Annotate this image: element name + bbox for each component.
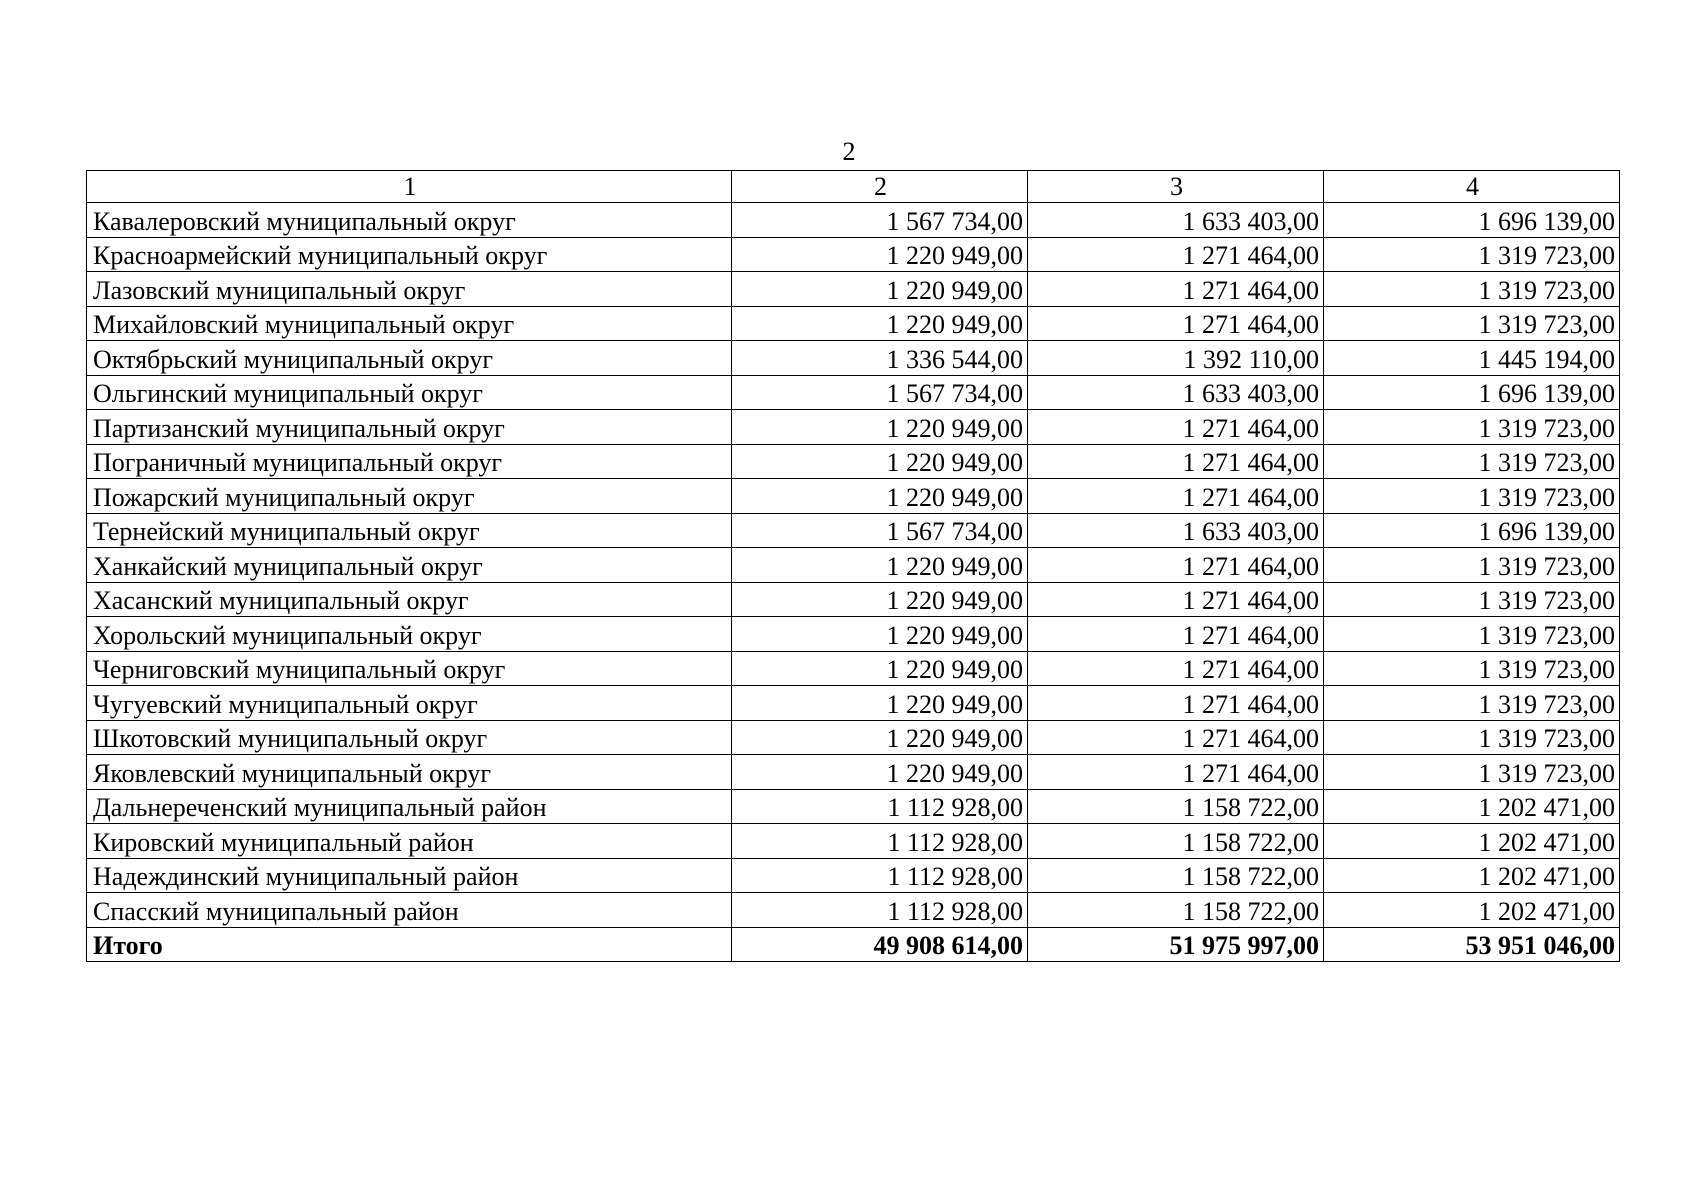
amount-cell: 1 319 723,00 — [1324, 617, 1620, 652]
amount-cell: 1 567 734,00 — [732, 513, 1028, 548]
amount-cell: 1 319 723,00 — [1324, 582, 1620, 617]
amount-cell: 1 220 949,00 — [732, 479, 1028, 514]
table-row — [87, 548, 1620, 583]
district-name-cell: Партизанский муниципальный округ — [87, 410, 732, 445]
district-name-cell: Пограничный муниципальный округ — [87, 444, 732, 479]
amount-cell: 1 633 403,00 — [1028, 375, 1324, 410]
amount-cell: 1 271 464,00 — [1028, 444, 1324, 479]
district-name-cell: Шкотовский муниципальный округ — [87, 720, 732, 755]
amount-cell: 1 271 464,00 — [1028, 651, 1324, 686]
amount-cell: 1 220 949,00 — [732, 444, 1028, 479]
amount-cell: 1 158 722,00 — [1028, 858, 1324, 893]
allocation-table — [86, 170, 1620, 962]
amount-cell: 1 220 949,00 — [732, 617, 1028, 652]
district-name-cell: Красноармейский муниципальный округ — [87, 237, 732, 272]
amount-cell: 1 220 949,00 — [732, 755, 1028, 790]
amount-cell: 1 271 464,00 — [1028, 548, 1324, 583]
district-name-cell: Чугуевский муниципальный округ — [87, 686, 732, 721]
amount-cell: 1 112 928,00 — [732, 893, 1028, 928]
amount-cell: 1 220 949,00 — [732, 686, 1028, 721]
district-name-cell: Черниговский муниципальный округ — [87, 651, 732, 686]
table-body — [87, 171, 1620, 962]
amount-cell: 1 202 471,00 — [1324, 824, 1620, 859]
table-row — [87, 789, 1620, 824]
header-cell: 2 — [732, 171, 1028, 203]
header-cell: 1 — [87, 171, 732, 203]
amount-cell: 1 567 734,00 — [732, 375, 1028, 410]
total-amount-cell: 53 951 046,00 — [1324, 927, 1620, 962]
amount-cell: 1 633 403,00 — [1028, 203, 1324, 238]
page-number: 2 — [842, 137, 856, 166]
amount-cell: 1 220 949,00 — [732, 410, 1028, 445]
district-name-cell: Тернейский муниципальный округ — [87, 513, 732, 548]
amount-cell: 1 158 722,00 — [1028, 893, 1324, 928]
district-name-cell: Хасанский муниципальный округ — [87, 582, 732, 617]
amount-cell: 1 271 464,00 — [1028, 617, 1324, 652]
table-row — [87, 617, 1620, 652]
table-row — [87, 272, 1620, 307]
amount-cell: 1 696 139,00 — [1324, 513, 1620, 548]
amount-cell: 1 271 464,00 — [1028, 237, 1324, 272]
table-row — [87, 858, 1620, 893]
amount-cell: 1 271 464,00 — [1028, 410, 1324, 445]
table-row — [87, 306, 1620, 341]
amount-cell: 1 392 110,00 — [1028, 341, 1324, 376]
amount-cell: 1 271 464,00 — [1028, 582, 1324, 617]
district-name-cell: Хорольский муниципальный округ — [87, 617, 732, 652]
amount-cell: 1 319 723,00 — [1324, 410, 1620, 445]
district-name-cell: Надеждинский муниципальный район — [87, 858, 732, 893]
table-row — [87, 582, 1620, 617]
amount-cell: 1 336 544,00 — [732, 341, 1028, 376]
district-name-cell: Пожарский муниципальный округ — [87, 479, 732, 514]
header-row — [87, 171, 1620, 203]
district-name-cell: Октябрьский муниципальный округ — [87, 341, 732, 376]
table-row — [87, 824, 1620, 859]
amount-cell: 1 271 464,00 — [1028, 720, 1324, 755]
amount-cell: 1 271 464,00 — [1028, 686, 1324, 721]
amount-cell: 1 112 928,00 — [732, 858, 1028, 893]
amount-cell: 1 112 928,00 — [732, 824, 1028, 859]
total-label-cell: Итого — [87, 927, 732, 962]
district-name-cell: Лазовский муниципальный округ — [87, 272, 732, 307]
table-row — [87, 651, 1620, 686]
amount-cell: 1 696 139,00 — [1324, 203, 1620, 238]
table-row — [87, 375, 1620, 410]
table-row — [87, 341, 1620, 376]
amount-cell: 1 158 722,00 — [1028, 824, 1324, 859]
amount-cell: 1 445 194,00 — [1324, 341, 1620, 376]
amount-cell: 1 319 723,00 — [1324, 548, 1620, 583]
district-name-cell: Ханкайский муниципальный округ — [87, 548, 732, 583]
amount-cell: 1 271 464,00 — [1028, 272, 1324, 307]
header-cell: 4 — [1324, 171, 1620, 203]
amount-cell: 1 271 464,00 — [1028, 306, 1324, 341]
amount-cell: 1 319 723,00 — [1324, 720, 1620, 755]
amount-cell: 1 220 949,00 — [732, 306, 1028, 341]
district-name-cell: Ольгинский муниципальный округ — [87, 375, 732, 410]
district-name-cell: Спасский муниципальный район — [87, 893, 732, 928]
table-row — [87, 513, 1620, 548]
table-row — [87, 410, 1620, 445]
amount-cell: 1 319 723,00 — [1324, 479, 1620, 514]
amount-cell: 1 202 471,00 — [1324, 789, 1620, 824]
amount-cell: 1 567 734,00 — [732, 203, 1028, 238]
district-name-cell: Кировский муниципальный район — [87, 824, 732, 859]
table-row — [87, 720, 1620, 755]
amount-cell: 1 202 471,00 — [1324, 893, 1620, 928]
amount-cell: 1 112 928,00 — [732, 789, 1028, 824]
table-row — [87, 893, 1620, 928]
table-row — [87, 479, 1620, 514]
header-cell: 3 — [1028, 171, 1324, 203]
amount-cell: 1 220 949,00 — [732, 651, 1028, 686]
amount-cell: 1 319 723,00 — [1324, 444, 1620, 479]
table-row — [87, 755, 1620, 790]
amount-cell: 1 319 723,00 — [1324, 686, 1620, 721]
total-row — [87, 927, 1620, 962]
table-row — [87, 203, 1620, 238]
amount-cell: 1 271 464,00 — [1028, 479, 1324, 514]
amount-cell: 1 220 949,00 — [732, 720, 1028, 755]
table-row — [87, 444, 1620, 479]
amount-cell: 1 202 471,00 — [1324, 858, 1620, 893]
amount-cell: 1 220 949,00 — [732, 548, 1028, 583]
total-amount-cell: 49 908 614,00 — [732, 927, 1028, 962]
amount-cell: 1 319 723,00 — [1324, 306, 1620, 341]
amount-cell: 1 319 723,00 — [1324, 755, 1620, 790]
amount-cell: 1 220 949,00 — [732, 237, 1028, 272]
amount-cell: 1 220 949,00 — [732, 272, 1028, 307]
amount-cell: 1 696 139,00 — [1324, 375, 1620, 410]
amount-cell: 1 319 723,00 — [1324, 651, 1620, 686]
district-name-cell: Яковлевский муниципальный округ — [87, 755, 732, 790]
amount-cell: 1 271 464,00 — [1028, 755, 1324, 790]
district-name-cell: Дальнереченский муниципальный район — [87, 789, 732, 824]
district-name-cell: Михайловский муниципальный округ — [87, 306, 732, 341]
amount-cell: 1 319 723,00 — [1324, 237, 1620, 272]
district-name-cell: Кавалеровский муниципальный округ — [87, 203, 732, 238]
amount-cell: 1 158 722,00 — [1028, 789, 1324, 824]
total-amount-cell: 51 975 997,00 — [1028, 927, 1324, 962]
amount-cell: 1 319 723,00 — [1324, 272, 1620, 307]
amount-cell: 1 220 949,00 — [732, 582, 1028, 617]
table-row — [87, 237, 1620, 272]
table-row — [87, 686, 1620, 721]
amount-cell: 1 633 403,00 — [1028, 513, 1324, 548]
